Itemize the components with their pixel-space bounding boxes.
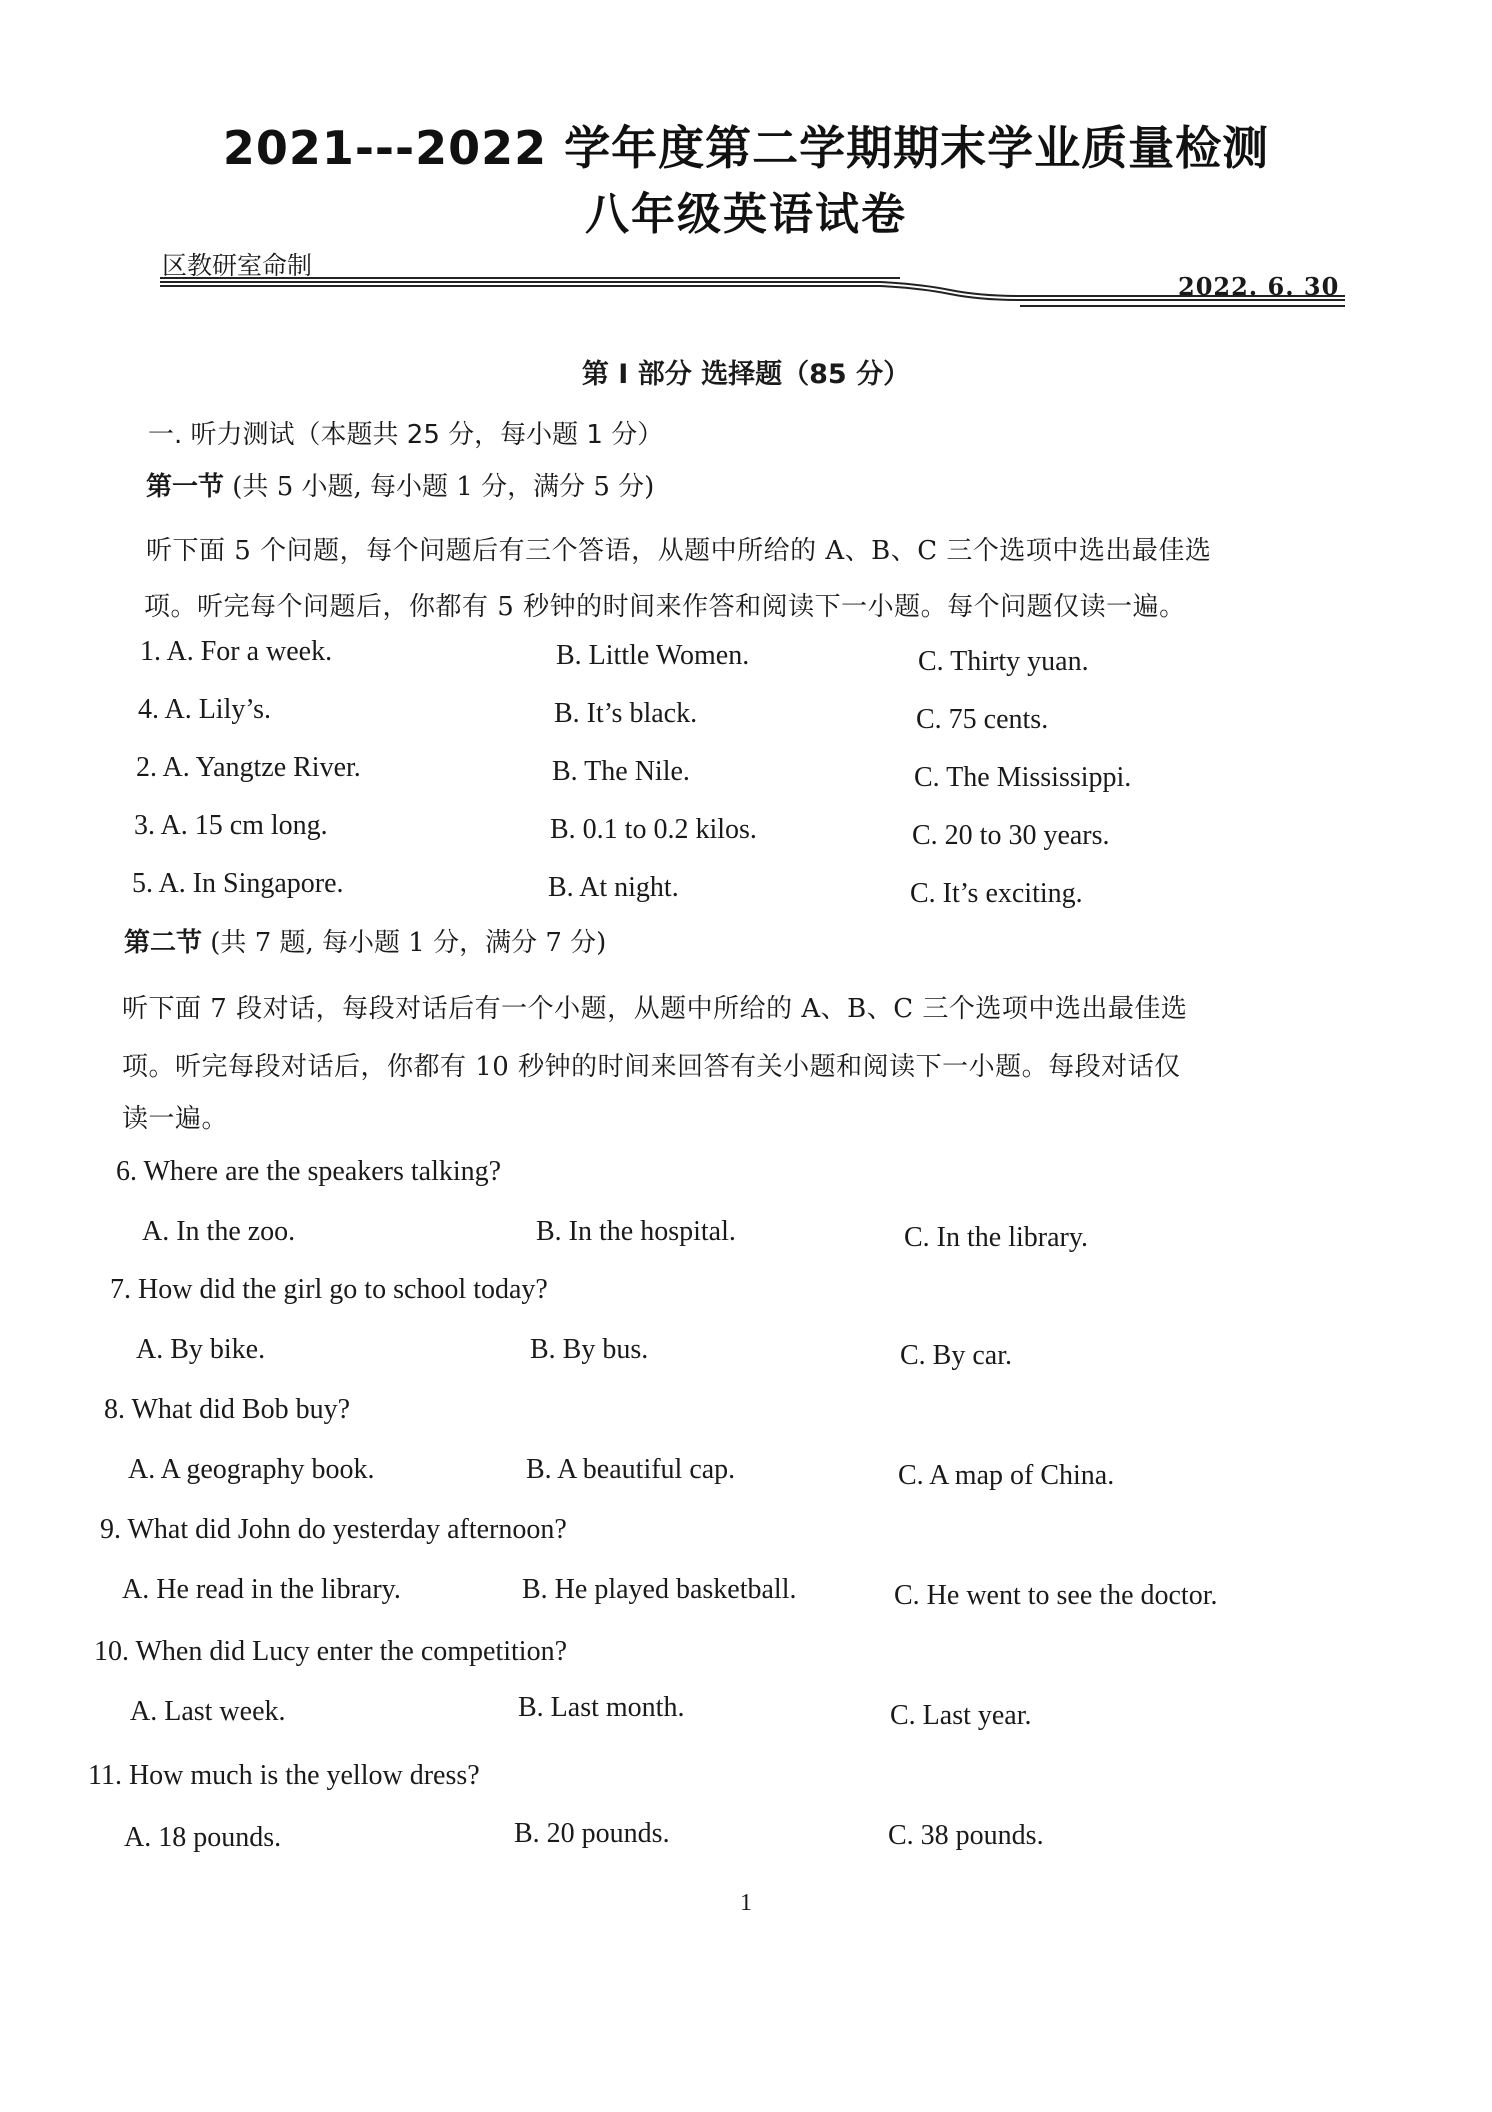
question-10: 10. When did Lucy enter the competition? — [94, 1636, 568, 1667]
subsection2-heading-label: 第二节 — [124, 928, 203, 958]
subsection1-heading-detail: (共 5 小题, 每小题 1 分，满分 5 分) — [224, 472, 655, 502]
exam-subtitle: 八年级英语试卷 — [585, 189, 907, 240]
question-11-option-c: C. 38 pounds. — [888, 1820, 1044, 1851]
subsection1-heading-label: 第一节 — [146, 472, 225, 502]
part-heading: 第 I 部分 选择题（85 分） — [581, 359, 911, 390]
question-11-option-b: B. 20 pounds. — [514, 1818, 670, 1849]
subsection2-instruction-line3: 读一遍。 — [122, 1104, 229, 1134]
item-number: 5. — [132, 868, 153, 899]
question-6-option-c: C. In the library. — [904, 1222, 1089, 1253]
question-11-option-a: A. 18 pounds. — [124, 1822, 282, 1853]
option-text: A. Yangtze River. — [162, 752, 361, 783]
option-text: A. In Singapore. — [158, 868, 344, 899]
item-3-option-a — [136, 752, 361, 784]
item-number: 4. — [138, 694, 159, 725]
question-6-option-b: B. In the hospital. — [536, 1216, 736, 1247]
item-2-option-c: C. 75 cents. — [916, 704, 1049, 735]
option-text: A. For a week. — [166, 636, 333, 667]
question-9-option-b: B. He played basketball. — [522, 1574, 797, 1605]
subsection2-instruction-line1: 听下面 7 段对话，每段对话后有一个小题，从题中所给的 A、B、C 三个选项中选出最佳选 — [122, 994, 1188, 1024]
item-4-option-a — [134, 810, 328, 842]
item-3-option-b: B. The Nile. — [552, 756, 690, 787]
exam-date: 2022. 6. 30 — [1178, 272, 1340, 301]
item-1-option-b: B. Little Women. — [556, 640, 750, 671]
question-10-option-c: C. Last year. — [890, 1700, 1032, 1731]
question-10-option-b: B. Last month. — [518, 1692, 685, 1723]
question-8-option-a: A. A geography book. — [128, 1454, 375, 1485]
question-7-option-c: C. By car. — [900, 1340, 1012, 1371]
option-text: A. 15 cm long. — [160, 810, 328, 841]
item-number: 2. — [136, 752, 157, 783]
question-7: 7. How did the girl go to school today? — [110, 1274, 548, 1305]
page-number: 1 — [740, 1890, 752, 1916]
question-8-option-b: B. A beautiful cap. — [526, 1454, 736, 1485]
subsection2-instruction-line2: 项。听完每段对话后，你都有 10 秒钟的时间来回答有关小题和阅读下一小题。每段对话仅 — [122, 1052, 1181, 1082]
question-6: 6. Where are the speakers talking? — [116, 1156, 502, 1187]
header-divider — [160, 276, 1345, 316]
subsection1-instruction-line2: 项。听完每个问题后，你都有 5 秒钟的时间来作答和阅读下一小题。每个问题仅读一遍。 — [144, 592, 1186, 622]
item-1-option-c: C. Thirty yuan. — [918, 646, 1089, 677]
item-4-option-c: C. 20 to 30 years. — [912, 820, 1110, 851]
question-6-option-a: A. In the zoo. — [142, 1216, 296, 1247]
item-5-option-b: B. At night. — [548, 872, 679, 903]
question-7-option-a: A. By bike. — [136, 1334, 266, 1365]
item-3-option-c: C. The Mississippi. — [914, 762, 1132, 793]
section-heading: 一. 听力测试（本题共 25 分，每小题 1 分） — [148, 420, 664, 450]
subsection1-heading — [146, 466, 654, 503]
item-5-option-c: C. It’s exciting. — [910, 878, 1083, 909]
item-2-option-a — [138, 694, 271, 726]
exam-title: 2021---2022 学年度第二学期期末学业质量检测 — [222, 121, 1270, 175]
item-2-option-b: B. It’s black. — [554, 698, 698, 729]
item-5-option-a — [132, 868, 344, 900]
item-1-option-a — [140, 636, 332, 668]
question-9: 9. What did John do yesterday afternoon? — [100, 1514, 567, 1545]
question-8-option-c: C. A map of China. — [898, 1460, 1115, 1491]
question-10-option-a: A. Last week. — [130, 1696, 286, 1727]
item-4-option-b: B. 0.1 to 0.2 kilos. — [550, 814, 757, 845]
question-11: 11. How much is the yellow dress? — [88, 1760, 480, 1791]
question-9-option-a: A. He read in the library. — [122, 1574, 401, 1605]
subsection2-heading-detail: (共 7 题, 每小题 1 分，满分 7 分) — [202, 928, 607, 958]
question-7-option-b: B. By bus. — [530, 1334, 649, 1365]
item-number: 1. — [140, 636, 161, 667]
item-number: 3. — [134, 810, 155, 841]
exam-author: 区教研室命制 — [162, 251, 313, 280]
subsection2-heading — [124, 922, 606, 959]
option-text: A. Lily’s. — [164, 694, 272, 725]
question-9-option-c: C. He went to see the doctor. — [894, 1580, 1218, 1611]
subsection1-instruction-line1: 听下面 5 个问题，每个问题后有三个答语，从题中所给的 A、B、C 三个选项中选出最佳选 — [146, 536, 1212, 566]
question-8: 8. What did Bob buy? — [104, 1394, 351, 1425]
